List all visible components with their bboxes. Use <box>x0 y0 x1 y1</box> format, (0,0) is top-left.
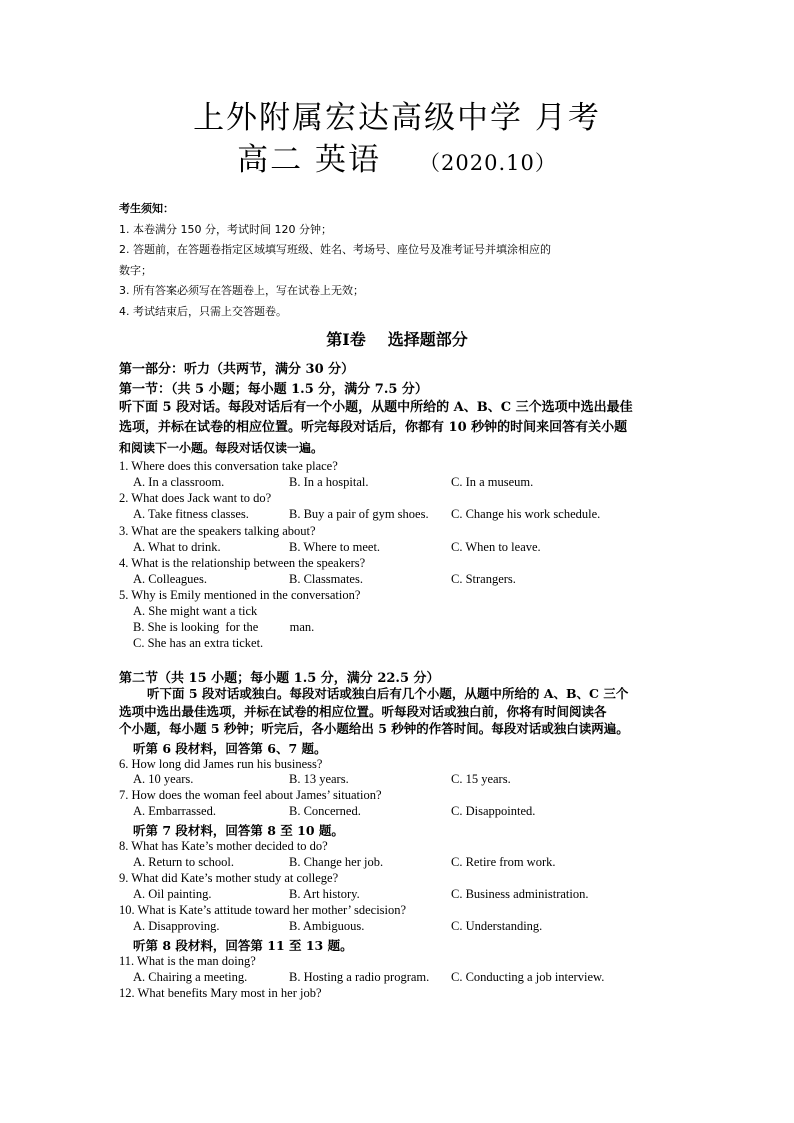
option-c: C. She has an extra ticket. <box>133 636 264 650</box>
option-c: C. Strangers. <box>451 572 516 586</box>
material-7-heading: 听第 7 段材料，回答第 8 至 10 题。 <box>133 823 344 838</box>
instruction-line: 听下面 5 段对话。每段对话后有一个小题，从题中所给的 A、B、C 三个选项中选出最佳 <box>119 400 633 415</box>
question-4: 4. What is the relationship between the speakers? <box>119 556 366 570</box>
exam-notice <box>119 199 679 322</box>
school-title: 上外附属宏达高级中学 月考 <box>193 100 601 136</box>
question-7: 7. How does the woman feel about James’ situation? <box>119 788 382 802</box>
option-a: A. Take fitness classes. <box>133 507 249 521</box>
option-c: C. 15 years. <box>451 772 511 786</box>
option-a: A. Embarrassed. <box>133 804 216 818</box>
exam-date: （2020.10） <box>419 151 557 175</box>
option-b: B. Concerned. <box>289 804 361 818</box>
notice-item: 2. 答题前，在答题卷指定区域填写班级、姓名、考场号、座位号及准考证号并填涂相应的 <box>119 243 551 256</box>
option-a: A. In a classroom. <box>133 475 225 489</box>
material-8-heading: 听第 8 段材料，回答第 11 至 13 题。 <box>133 938 353 953</box>
material-6-heading: 听第 6 段材料，回答第 6、7 题。 <box>133 741 327 756</box>
option-a: A. What to drink. <box>133 540 221 554</box>
notice-heading: 考生须知： <box>119 202 174 215</box>
option-c: C. Retire from work. <box>451 855 556 869</box>
subject-name: 高二 英语 <box>237 142 381 178</box>
section2-instructions <box>119 685 685 738</box>
subject-title <box>0 134 794 179</box>
section1-instructions <box>119 398 689 458</box>
notice-item: 1. 本卷满分 150 分，考试时间 120 分钟； <box>119 222 332 236</box>
instruction-line: 个小题，每小题 5 秒钟；听完后，各小题给出 5 秒钟的作答时间。每段对话或独白读两遍。 <box>119 721 629 736</box>
option-a: A. Chairing a meeting. <box>133 970 248 984</box>
option-c: C. Understanding. <box>451 919 543 933</box>
question-8: 8. What has Kate’s mother decided to do? <box>119 839 328 853</box>
option-c: C. When to leave. <box>451 540 541 554</box>
option-b: B. Buy a pair of gym shoes. <box>289 507 429 521</box>
notice-item: 数字； <box>119 263 152 277</box>
option-a: A. She might want a tick <box>133 604 258 618</box>
option-a: A. Return to school. <box>133 855 235 869</box>
instruction-line: 选项中选出最佳选项，并标在试卷的相应位置。听每段对话或独白前，你将有时间阅读各 <box>119 703 607 719</box>
part1-heading: 第一部分：听力（共两节，满分 30 分） <box>119 362 355 377</box>
volume-title <box>0 327 794 350</box>
question-10: 10. What is Kate’s attitude toward her mother’ sdecision? <box>119 903 407 917</box>
option-a: A. Oil painting. <box>133 887 212 901</box>
question-5: 5. Why is Emily mentioned in the conversation? <box>119 588 361 602</box>
option-b: B. Art history. <box>289 887 360 901</box>
question-11: 11. What is the man doing? <box>119 954 256 968</box>
option-c: C. In a museum. <box>451 475 534 489</box>
section2-heading: 第二节（共 15 小题；每小题 1.5 分，满分 22.5 分） <box>119 671 440 686</box>
notice-item: 4. 考试结束后，只需上交答题卷。 <box>119 304 287 318</box>
option-b: B. Change her job. <box>289 855 384 869</box>
option-b: B. 13 years. <box>289 772 349 786</box>
option-c: C. Disappointed. <box>451 804 536 818</box>
option-b: B. Hosting a radio program. <box>289 970 430 984</box>
option-b: B. She is looking for the man. <box>133 620 315 634</box>
question-6: 6. How long did James run his business? <box>119 757 323 771</box>
notice-item: 3. 所有答案必须写在答题卷上，写在试卷上无效； <box>119 284 364 297</box>
question-9: 9. What did Kate’s mother study at college? <box>119 871 339 885</box>
option-b: B. In a hospital. <box>289 475 369 489</box>
instruction-line: 听下面 5 段对话或独白。每段对话或独白后有几个小题，从题中所给的 A、B、C 三个 <box>147 686 629 701</box>
option-c: C. Conducting a job interview. <box>451 970 605 984</box>
option-b: B. Ambiguous. <box>289 919 365 933</box>
option-b: B. Where to meet. <box>289 540 381 554</box>
section1-heading: 第一节：（共 5 小题；每小题 1.5 分，满分 7.5 分） <box>119 382 428 397</box>
option-b: B. Classmates. <box>289 572 363 586</box>
instruction-line: 选项，并标在试卷的相应位置。听完每段对话后，你都有 10 秒钟的时间来回答有关小题 <box>119 420 628 435</box>
question-2: 2. What does Jack want to do? <box>119 491 272 505</box>
option-a: A. Disapproving. <box>133 919 220 933</box>
option-c: C. Business administration. <box>451 887 589 901</box>
option-a: A. Colleagues. <box>133 572 207 586</box>
question-1: 1. Where does this conversation take place? <box>119 459 338 473</box>
question-3: 3. What are the speakers talking about? <box>119 524 316 538</box>
volume-name: 选择题部分 <box>387 330 468 349</box>
volume-number: 第Ⅰ卷 <box>326 330 366 349</box>
instruction-line: 和阅读下一小题。每段对话仅读一遍。 <box>119 441 324 455</box>
option-a: A. 10 years. <box>133 772 194 786</box>
option-c: C. Change his work schedule. <box>451 507 601 521</box>
question-12: 12. What benefits Mary most in her job? <box>119 986 322 1000</box>
